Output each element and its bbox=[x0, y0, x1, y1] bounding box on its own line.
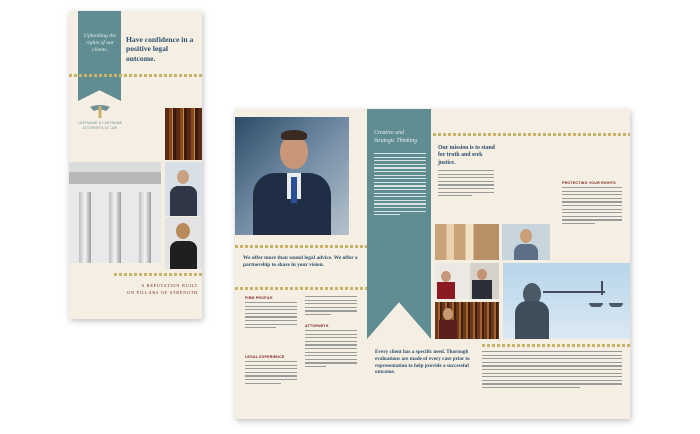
courthouse-photo bbox=[69, 162, 161, 263]
inside-divider-left bbox=[235, 245, 367, 248]
logo-subtitle: ATTORNEYS AT LAW bbox=[82, 126, 118, 130]
protecting-rights-heading: PROTECTING YOUR RIGHTS bbox=[562, 181, 616, 185]
mission-body bbox=[438, 170, 494, 199]
scales-logo-icon bbox=[88, 103, 112, 119]
smiling-businessman-photo bbox=[235, 117, 349, 235]
mission-heading: Our mission is to stand for truth and seek justice. bbox=[438, 145, 495, 166]
legal-experience-heading: LEGAL EXPERIENCE bbox=[245, 355, 285, 359]
attorneys-body bbox=[305, 330, 357, 370]
inside-divider-right bbox=[433, 133, 630, 136]
ribbon-body bbox=[374, 153, 426, 218]
closing-body bbox=[482, 351, 622, 391]
client-quote: Every client has a specific need. Thorough evaluations are made of every case prior to representation to help provide a successful outcome. bbox=[375, 349, 470, 376]
firm-profile-body-col2 bbox=[305, 296, 357, 318]
cover-ribbon bbox=[78, 11, 121, 101]
column-photo bbox=[435, 224, 499, 260]
attorneys-heading: ATTORNEYS bbox=[305, 324, 329, 328]
cover-tagline-line2: ON PILLARS OF STRENGTH bbox=[127, 290, 198, 295]
cover-divider-top bbox=[69, 74, 202, 77]
bookshelf-photo bbox=[165, 108, 202, 160]
offer-heading: We offer more than sound legal advice. We offer a partnership to share in your vision. bbox=[243, 255, 358, 269]
firm-profile-body bbox=[245, 302, 297, 331]
legal-experience-body bbox=[245, 361, 297, 386]
cover-divider-bottom bbox=[114, 273, 202, 276]
cover-tagline-line1: A REPUTATION BUILT bbox=[141, 283, 198, 288]
lady-justice-photo bbox=[503, 263, 630, 339]
brochure-inside-spread bbox=[235, 109, 630, 419]
meeting-photo bbox=[435, 263, 499, 299]
ribbon-title: Creative and Strategic Thinking bbox=[374, 130, 417, 144]
logo-name: LASTNAME & LASTNAME bbox=[77, 121, 123, 125]
law-library-photo bbox=[435, 302, 499, 339]
brochure-cover-panel bbox=[69, 11, 202, 319]
cover-ribbon-text: Upholding the rights of our clients. bbox=[83, 33, 117, 54]
attorney-woman-photo bbox=[165, 217, 202, 269]
inside-divider-left-2 bbox=[235, 287, 367, 290]
woman-attorney-photo bbox=[502, 224, 550, 260]
cover-headline: Have confidence in a positive legal outcome. bbox=[126, 35, 194, 63]
inside-divider-bottom bbox=[482, 344, 630, 347]
firm-profile-heading: FIRM PROFILE bbox=[245, 296, 273, 300]
attorney-man-photo bbox=[165, 162, 202, 216]
protecting-rights-body bbox=[562, 187, 622, 227]
